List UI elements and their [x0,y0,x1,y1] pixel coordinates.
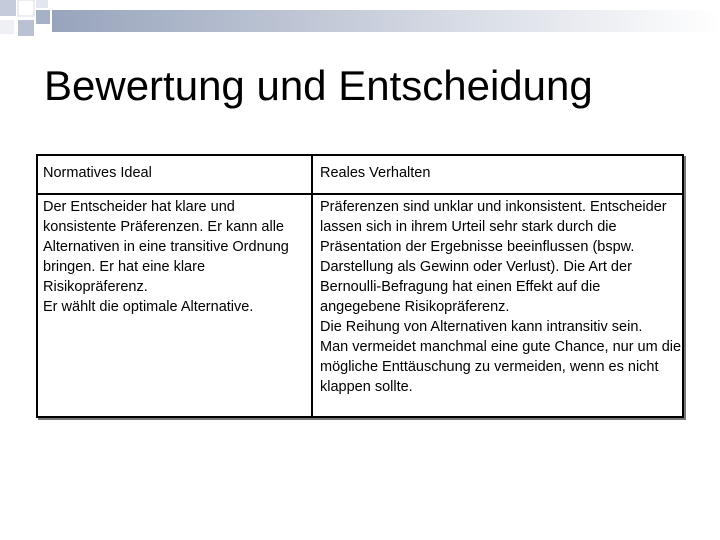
header-square-3 [36,10,50,24]
table-column-divider [311,156,313,416]
header-decoration [0,0,720,60]
comparison-table [36,154,684,418]
reales-verhalten-paragraph-3: Man vermeidet manchmal eine gute Chance, nur um die mögliche Enttäuschung zu vermeiden, wenn es nicht klappen sollte. [320,339,682,395]
slide-title: Bewertung und Entscheidung [44,62,593,109]
header-normatives-ideal: Normatives Ideal [43,165,152,181]
header-square-5 [36,0,48,8]
header-square-1 [0,0,16,16]
cell-reales-verhalten [320,197,682,397]
cell-normatives-ideal [43,197,305,317]
header-square-6 [0,20,14,34]
normatives-ideal-paragraph-2: Er wählt die optimale Alternative. [43,299,254,315]
reales-verhalten-paragraph-1: Präferenzen sind unklar und inkonsistent. Entscheider lassen sich in ihrem Urteil sehr stark durch die Präsentation der Ergebnisse beeinflussen (bspw. Darstellung als Gewinn oder Verlust). Die Art der Bernoulli-Befragung hat einen Effekt auf die angegebene Risikopräferenz. [320,199,667,315]
header-square-2 [18,0,34,16]
header-gradient-bar [52,10,720,32]
header-square-4 [18,20,34,36]
normatives-ideal-paragraph-1: Der Entscheider hat klare und konsistente Präferenzen. Er kann alle Alternativen in eine transitive Ordnung bringen. Er hat eine klare Risikopräferenz. [43,199,289,295]
header-reales-verhalten: Reales Verhalten [320,165,431,181]
reales-verhalten-paragraph-2: Die Reihung von Alternativen kann intransitiv sein. [320,319,643,335]
